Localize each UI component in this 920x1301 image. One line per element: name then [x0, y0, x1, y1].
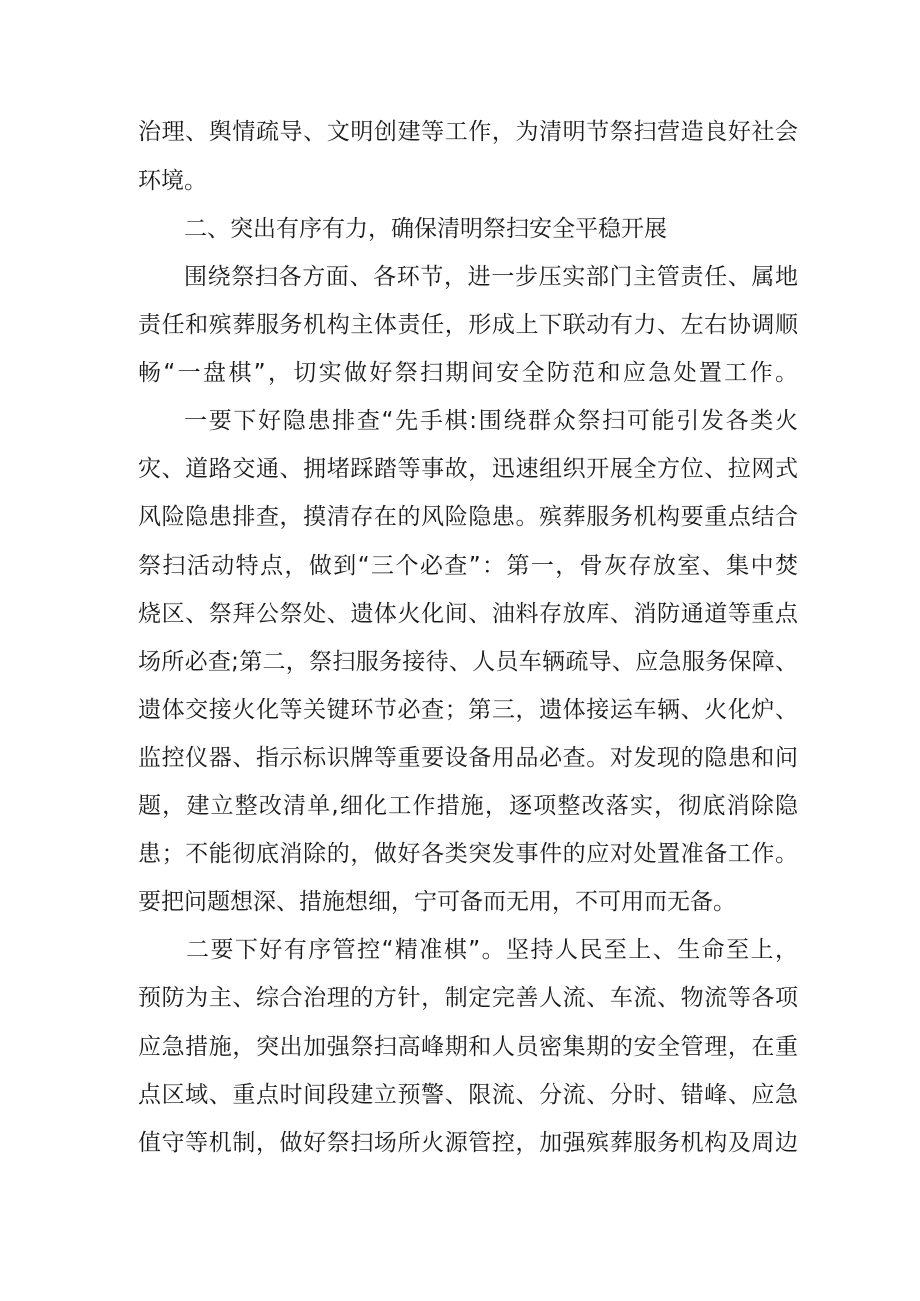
paragraph-line: 要把问题想深、措施想细，宁可备而无用，不可用而无备。: [138, 889, 736, 915]
paragraph-line: 应急措施，突出加强祭扫高峰期和人员密集期的安全管理，在重: [138, 1034, 798, 1060]
paragraph-line: 环境。: [138, 168, 207, 194]
paragraph-line: 责任和殡葬服务机构主体责任，形成上下联动有力、左右协调顺: [138, 312, 798, 338]
paragraph-line: 题，建立整改清单,细化工作措施，逐项整改落实，彻底消除隐: [138, 793, 798, 819]
paragraph-line: 祭扫活动特点，做到“三个必查”：第一，骨灰存放室、集中焚: [138, 553, 798, 579]
paragraph-line: 围绕祭扫各方面、各环节，进一步压实部门主管责任、属地: [184, 264, 798, 290]
section-heading: 二、突出有序有力，确保清明祭扫安全平稳开展: [184, 216, 667, 242]
paragraph-line: 灾、道路交通、拥堵踩踏等事故，迅速组织开展全方位、拉网式: [138, 456, 798, 482]
paragraph-line: 值守等机制，做好祭扫场所火源管控，加强殡葬服务机构及周边: [138, 1130, 798, 1156]
paragraph-line: 风险隐患排查，摸清存在的风险隐患。殡葬服务机构要重点结合: [138, 504, 798, 530]
paragraph-line: 治理、舆情疏导、文明创建等工作，为清明节祭扫营造良好社会: [138, 119, 798, 145]
paragraph-line: 监控仪器、指示标识牌等重要设备用品必查。对发现的隐患和问: [138, 745, 798, 771]
paragraph-line: 遗体交接火化等关键环节必查；第三，遗体接运车辆、火化炉、: [138, 697, 798, 723]
paragraph-line: 烧区、祭拜公祭处、遗体火化间、油料存放库、消防通道等重点: [138, 601, 798, 627]
paragraph-line: 一要下好隐患排查“先手棋:围绕群众祭扫可能引发各类火: [184, 408, 798, 434]
paragraph-line: 点区域、重点时间段建立预警、限流、分流、分时、错峰、应急: [138, 1082, 798, 1108]
paragraph-line: 预防为主、综合治理的方针，制定完善人流、车流、物流等各项: [138, 985, 798, 1011]
paragraph-line: 二要下好有序管控“精准棋”。坚持人民至上、生命至上，: [186, 937, 798, 963]
paragraph-line: 患；不能彻底消除的，做好各类突发事件的应对处置准备工作。: [138, 841, 798, 867]
paragraph-line: 场所必查;第二，祭扫服务接待、人员车辆疏导、应急服务保障、: [138, 649, 798, 675]
paragraph-line: 畅“一盘棋”，切实做好祭扫期间安全防范和应急处置工作。: [138, 360, 798, 386]
